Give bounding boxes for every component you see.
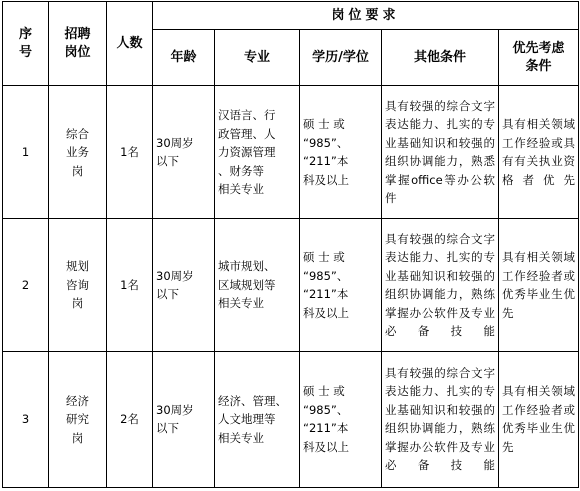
cell-priority: 具有相关领域工作经验或具有有关执业资格者优先 xyxy=(499,86,579,219)
header-age: 年龄 xyxy=(153,30,215,86)
header-row-top xyxy=(3,2,579,30)
cell-seq: 1 xyxy=(3,86,49,219)
header-position: 招聘 岗位 xyxy=(49,2,107,86)
cell-other: 具有较强的综合文字表达能力、扎实的专业基础知识和较强的组织协调能力，熟练掌握办公软件及专业必备技能 xyxy=(382,351,499,487)
cell-count: 1名 xyxy=(107,86,153,219)
recruitment-table xyxy=(2,1,579,488)
cell-age: 30周岁 以下 xyxy=(153,86,215,219)
cell-priority: 具有相关领域工作经验者或优秀毕业生优先 xyxy=(499,219,579,351)
cell-seq: 3 xyxy=(3,351,49,487)
cell-age: 30周岁 以下 xyxy=(153,351,215,487)
table-row xyxy=(3,86,579,219)
table-row xyxy=(3,219,579,351)
header-major: 专业 xyxy=(215,30,300,86)
header-count: 人数 xyxy=(107,2,153,86)
cell-other: 具有较强的综合文字表达能力、扎实的专业基础知识和较强的组织协调能力，熟悉掌握office等办公软件 xyxy=(382,86,499,219)
cell-priority: 具有相关领域工作经验者或优秀毕业生优先 xyxy=(499,351,579,487)
header-priority: 优先考虑 条件 xyxy=(499,30,579,86)
cell-count: 2名 xyxy=(107,351,153,487)
cell-education: 硕 士 或 “985”、 “211”本 科及以上 xyxy=(300,351,382,487)
cell-position: 规划 咨询 岗 xyxy=(49,219,107,351)
cell-position: 经济 研究 岗 xyxy=(49,351,107,487)
cell-major: 汉语言、行 政管理、人 力资源管理 、财务等 相关专业 xyxy=(215,86,300,219)
cell-position: 综合 业务 岗 xyxy=(49,86,107,219)
header-seq: 序 号 xyxy=(3,2,49,86)
cell-seq: 2 xyxy=(3,219,49,351)
cell-education: 硕 士 或 “985”、 “211”本 科及以上 xyxy=(300,86,382,219)
table-row xyxy=(3,351,579,487)
cell-count: 1名 xyxy=(107,219,153,351)
cell-major: 城市规划、 区域规划等 相关专业 xyxy=(215,219,300,351)
cell-other: 具有较强的综合文字表达能力、扎实的专业基础知识和较强的组织协调能力，熟练掌握办公软件及专业必备技能 xyxy=(382,219,499,351)
cell-major: 经济、管理、 人文地理等 相关专业 xyxy=(215,351,300,487)
header-requirements: 岗位要求 xyxy=(153,2,579,30)
header-education: 学历/学位 xyxy=(300,30,382,86)
cell-education: 硕 士 或 “985”、 “211”本 科及以上 xyxy=(300,219,382,351)
cell-age: 30周岁 以下 xyxy=(153,219,215,351)
header-other: 其他条件 xyxy=(382,30,499,86)
